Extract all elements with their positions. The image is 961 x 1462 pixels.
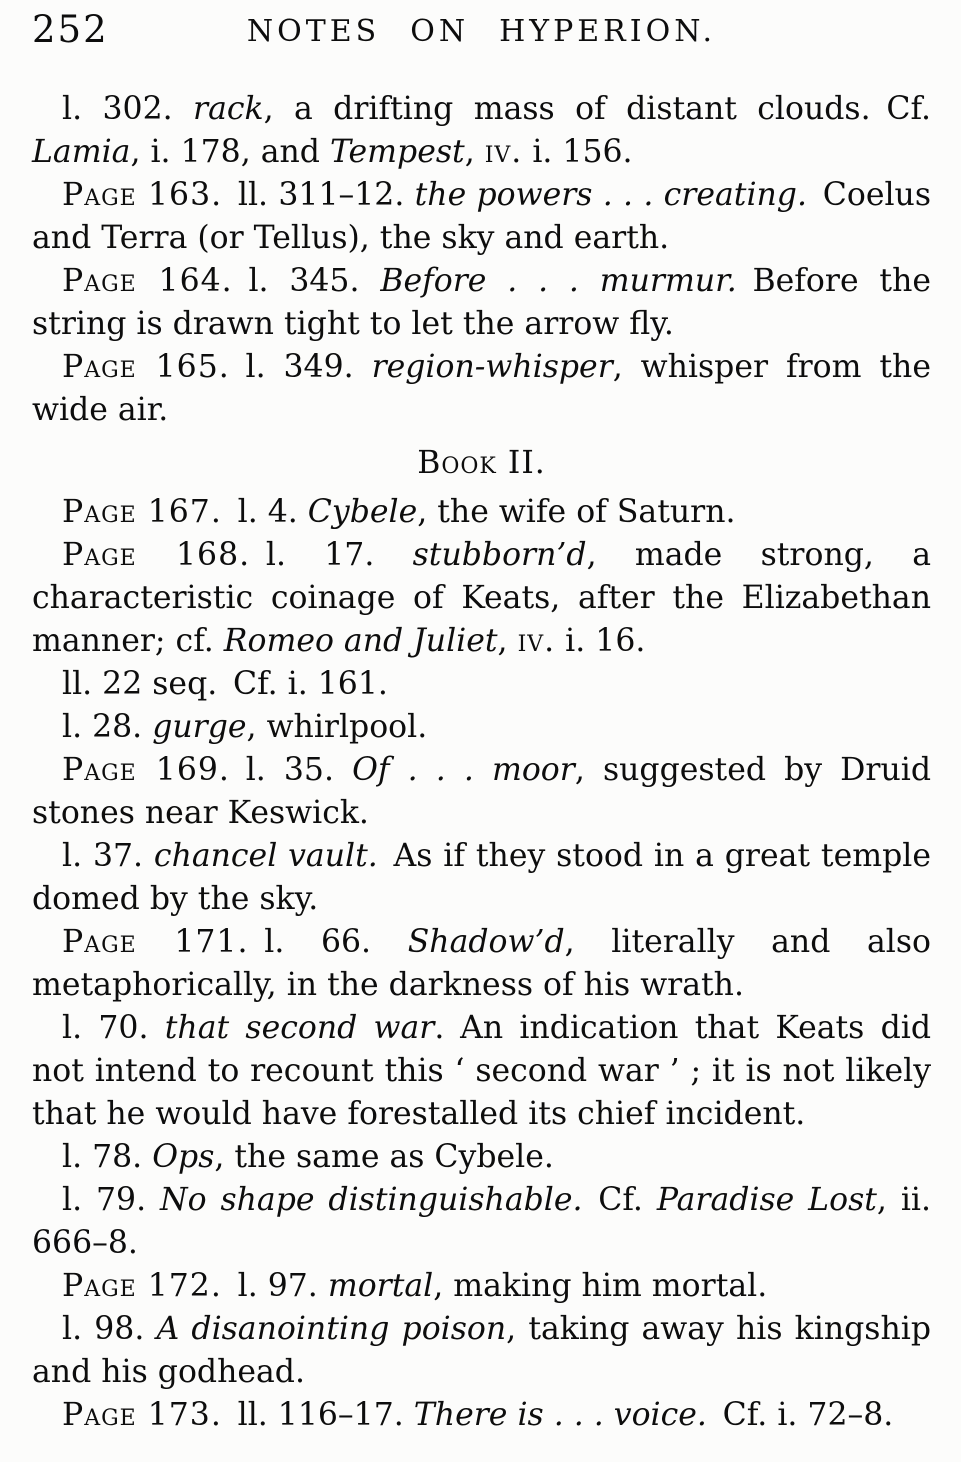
note-paragraph xyxy=(32,1308,931,1394)
italic-text: Paradise Lost xyxy=(656,1182,877,1218)
italic-text: Lamia xyxy=(32,134,131,170)
plain-text: , whisper from the wide air. xyxy=(32,349,931,428)
smallcaps-text: Page 168. xyxy=(62,537,251,573)
plain-text: , xyxy=(497,623,518,659)
note-paragraph xyxy=(32,346,931,432)
plain-text: Before the string is drawn tight to let the arrow fly. xyxy=(32,263,932,342)
note-paragraph xyxy=(32,534,931,663)
smallcaps-text: Page 164. xyxy=(62,263,233,299)
plain-text: l. 28. xyxy=(62,709,153,745)
plain-text: , literally and also metaphorically, in the darkness of his wrath. xyxy=(32,924,932,1003)
note-paragraph xyxy=(32,174,931,260)
smallcaps-text: Book II. xyxy=(417,445,546,481)
plain-text: l. 98. xyxy=(62,1311,157,1347)
plain-text: Coelus and Terra (or Tellus), the sky and earth. xyxy=(32,177,931,256)
plain-text: ll. 116–17. xyxy=(221,1397,414,1433)
plain-text: l. 37. xyxy=(62,838,154,874)
italic-text: Ops xyxy=(152,1139,215,1175)
plain-text: . An indication that Keats did not intend to recount this ‘ second war ’ ; it is not likely that he would have forestalled its chief incident. xyxy=(32,1010,931,1132)
italic-text: stubborn’d xyxy=(412,537,587,573)
italic-text: gurge xyxy=(152,709,247,745)
plain-text: l. 4. xyxy=(221,494,308,530)
smallcaps-text: iv. xyxy=(517,623,556,659)
italic-text: Tempest xyxy=(329,134,465,170)
plain-text: l. 349. xyxy=(229,349,372,385)
plain-text: l. 345. xyxy=(232,263,381,299)
plain-text: i. 16. xyxy=(555,623,646,659)
plain-text: Cf. xyxy=(582,1182,657,1218)
plain-text: , whirlpool. xyxy=(246,709,428,745)
italic-text: Romeo and Juliet xyxy=(223,623,498,659)
plain-text: l. 302. xyxy=(62,91,194,127)
note-paragraph xyxy=(32,1007,931,1136)
plain-text: l. 79. xyxy=(62,1182,161,1218)
note-paragraph xyxy=(32,1265,931,1308)
section-heading xyxy=(32,442,931,485)
plain-text: , ii. 666–8. xyxy=(32,1182,931,1261)
italic-text: region-whisper xyxy=(371,349,613,385)
plain-text: , made strong, a characteristic coinage of Keats, after the Elizabethan manner; cf. xyxy=(32,537,931,659)
note-paragraph xyxy=(32,1394,931,1437)
smallcaps-text: Page 172. xyxy=(62,1268,222,1304)
plain-text: Cf. i. 72–8. xyxy=(706,1397,894,1433)
plain-text: , suggested by Druid stones near Keswick. xyxy=(32,752,931,831)
page-body xyxy=(32,88,931,1437)
italic-text: A disanointing poison xyxy=(156,1311,507,1347)
plain-text: , taking away his kingship and his godhead. xyxy=(32,1311,931,1390)
smallcaps-text: Page 167. xyxy=(62,494,222,530)
italic-text: that second war xyxy=(164,1010,435,1046)
plain-text: , making him mortal. xyxy=(433,1268,768,1304)
italic-text: Cybele xyxy=(307,494,418,530)
italic-text: the powers . . . creating. xyxy=(414,177,807,213)
plain-text: , the same as Cybele. xyxy=(214,1139,554,1175)
note-paragraph xyxy=(32,749,931,835)
smallcaps-text: Page 171. xyxy=(62,924,249,960)
smallcaps-text: Page 163. xyxy=(62,177,223,213)
plain-text: l. 17. xyxy=(250,537,413,573)
plain-text: l. 97. xyxy=(221,1268,328,1304)
plain-text: , xyxy=(464,134,485,170)
page-number: 252 xyxy=(32,8,109,51)
italic-text: chancel vault. xyxy=(153,838,378,874)
page-header xyxy=(32,8,931,64)
italic-text: There is . . . voice. xyxy=(413,1397,707,1433)
page-title: NOTES ON HYPERION. xyxy=(246,14,717,49)
italic-text: Before . . . murmur. xyxy=(380,263,737,299)
note-paragraph xyxy=(32,1179,931,1265)
plain-text: l. 66. xyxy=(248,924,408,960)
plain-text: l. 35. xyxy=(229,752,353,788)
italic-text: Of . . . moor xyxy=(352,752,575,788)
plain-text: l. 78. xyxy=(62,1139,153,1175)
smallcaps-text: iv. xyxy=(484,134,523,170)
smallcaps-text: Page 173. xyxy=(62,1397,222,1433)
italic-text: No shape distinguishable. xyxy=(160,1182,583,1218)
plain-text: ll. 22 seq. Cf. i. 161. xyxy=(62,666,388,702)
plain-text: i. 156. xyxy=(522,134,633,170)
note-paragraph xyxy=(32,491,931,534)
italic-text: rack xyxy=(193,91,264,127)
plain-text: , i. 178, and xyxy=(130,134,330,170)
note-paragraph xyxy=(32,663,931,706)
italic-text: mortal xyxy=(327,1268,434,1304)
note-paragraph xyxy=(32,921,931,1007)
plain-text: ll. 311–12. xyxy=(222,177,415,213)
note-paragraph xyxy=(32,835,931,921)
plain-text: , a drifting mass of distant clouds. Cf. xyxy=(263,91,931,127)
note-paragraph xyxy=(32,88,931,174)
note-paragraph xyxy=(32,1136,931,1179)
plain-text: l. 70. xyxy=(62,1010,165,1046)
plain-text: , the wife of Saturn. xyxy=(417,494,736,530)
smallcaps-text: Page 169. xyxy=(62,752,230,788)
note-paragraph xyxy=(32,260,931,346)
note-paragraph xyxy=(32,706,931,749)
plain-text: As if they stood in a great temple domed by the sky. xyxy=(32,838,931,917)
italic-text: Shadow’d xyxy=(407,924,565,960)
smallcaps-text: Page 165. xyxy=(62,349,230,385)
